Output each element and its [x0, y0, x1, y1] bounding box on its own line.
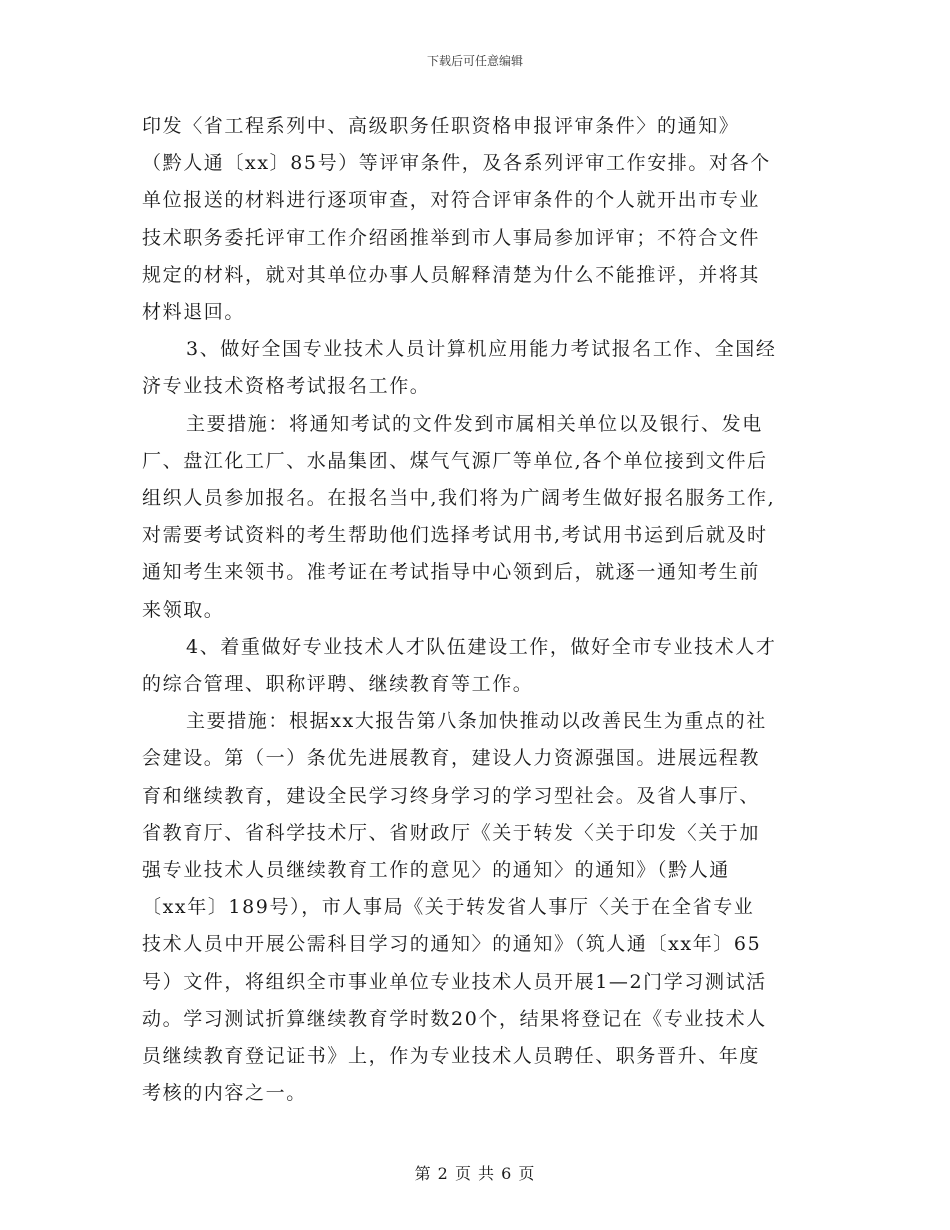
body-line: 单位报送的材料进行逐项审查，对符合评审条件的个人就开出市专业 [142, 189, 761, 212]
body-line: 省教育厅、省科学技术厅、省财政厅《关于转发〈关于印发〈关于加 [142, 821, 761, 844]
body-line: 对需要考试资料的考生帮助他们选择考试用书,考试用书运到后就及时 [142, 524, 768, 547]
body-line: 印发〈省工程系列中、高级职务任职资格申报评审条件〉的通知》 [142, 115, 740, 137]
body-line: 来领取。 [142, 598, 225, 621]
body-line: 号）文件，将组织全市事业单位专业技术人员开展1—2门学习测试活 [142, 970, 767, 993]
body-line: 〔xx年〕189号），市人事局《关于转发省人事厅〈关于在全省专业 [142, 896, 755, 919]
body-line: 通知考生来领书。准考证在考试指导中心领到后，就逐一通知考生前 [142, 561, 761, 584]
body-line: 的综合管理、职称评聘、继续教育等工作。 [142, 673, 534, 696]
body-line: 4、着重做好专业技术人才队伍建设工作，做好全市专业技术人才 [186, 635, 777, 658]
body-line: （黔人通〔xx〕85号）等评审条件，及各系列评审工作安排。对各个 [142, 152, 771, 175]
body-line: 技术人员中开展公需科目学习的通知〉的通知》（筑人通〔xx年〕65 [142, 933, 762, 956]
page-number: 第 2 页 共 6 页 [414, 1164, 536, 1183]
body-line: 3、做好全国专业技术人员计算机应用能力考试报名工作、全国经 [186, 338, 777, 361]
body-line: 主要措施：将通知考试的文件发到市属相关单位以及银行、发电 [186, 412, 763, 435]
body-line: 主要措施：根据xx大报告第八条加快推动以改善民生为重点的社 [186, 710, 767, 733]
body-line: 组织人员参加报名。在报名当中,我们将为广阔考生做好报名服务工作, [142, 487, 776, 510]
body-line: 规定的材料，就对其单位办事人员解释清楚为什么不能推评，并将其 [142, 263, 761, 286]
body-line: 强专业技术人员继续教育工作的意见〉的通知〉的通知》（黔人通 [142, 859, 730, 882]
page-header-note: 下载后可任意编辑 [426, 54, 523, 68]
body-line: 材料退回。 [142, 301, 246, 324]
body-line: 动。学习测试折算继续教育学时数20个，结果将登记在《专业技术人 [142, 1007, 767, 1030]
body-line: 考核的内容之一。 [142, 1082, 307, 1105]
body-line: 济专业技术资格考试报名工作。 [142, 375, 431, 398]
body-line: 员继续教育登记证书》上，作为专业技术人员聘任、职务晋升、年度 [142, 1045, 761, 1068]
document-body [142, 108, 814, 1112]
body-line: 会建设。第（一）条优先进展教育，建设人力资源强国。进展远程教 [142, 747, 761, 770]
body-line: 育和继续教育，建设全民学习终身学习的学习型社会。及省人事厅、 [142, 784, 761, 807]
body-line: 技术职务委托评审工作介绍函推举到市人事局参加评审；不符合文件 [142, 226, 761, 249]
body-line: 厂、盘江化工厂、水晶集团、煤气气源厂等单位,各个单位接到文件后 [142, 449, 768, 472]
